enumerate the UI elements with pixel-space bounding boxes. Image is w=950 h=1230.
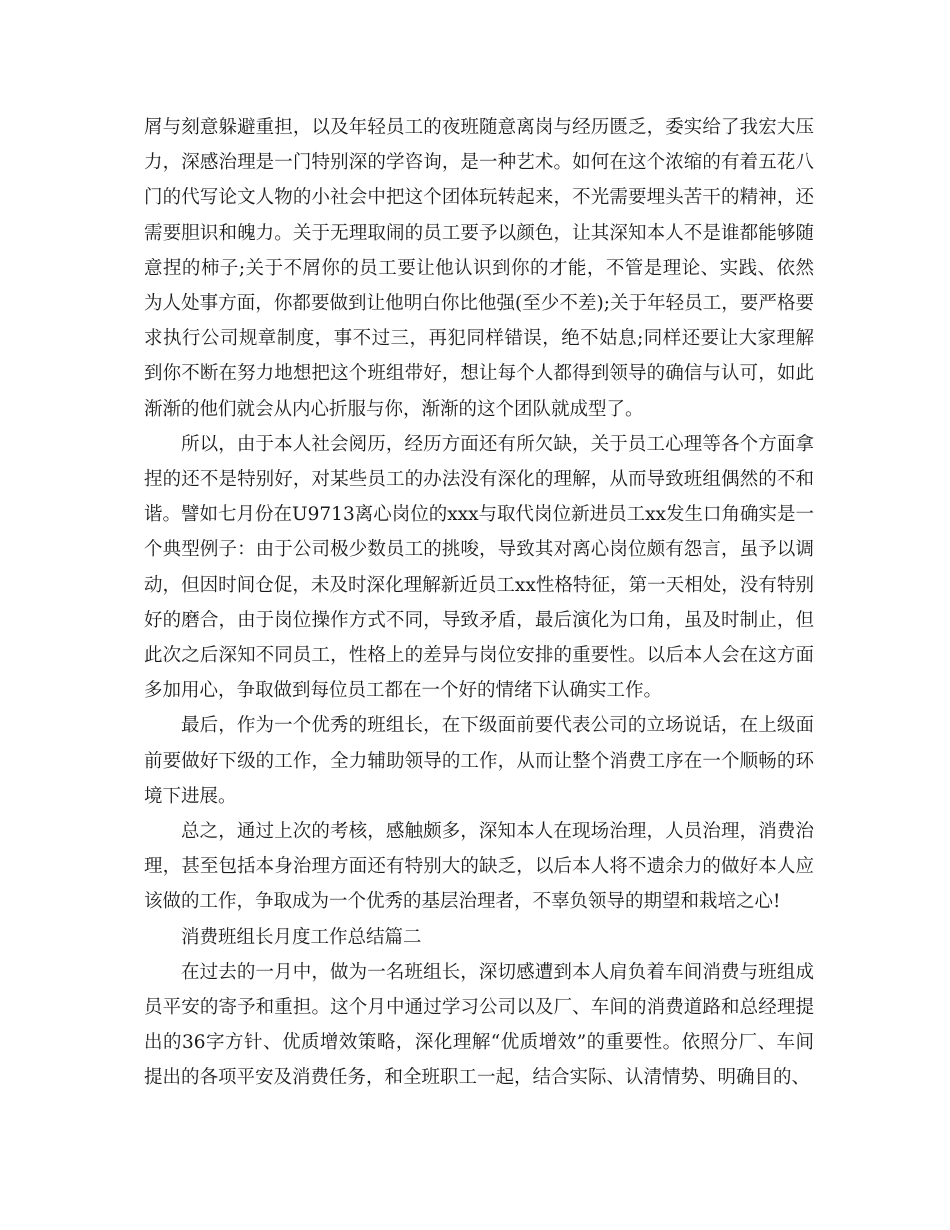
- paragraph-conclusion: 总之，通过上次的考核，感触颇多，深知本人在现场治理，人员治理，消费治理，甚至包括本身治理方面还有特别大的缺乏，以后本人将不遗余力的做好本人应该做的工作，争取成为一个优秀的基层治理者，不辜负领导的期望和栽培之心!: [144, 821, 814, 913]
- section-heading: 消费班组长月度工作总结篇二: [181, 926, 422, 948]
- paragraph-continuation: 屑与刻意躲避重担，以及年轻员工的夜班随意离岗与经历匮乏，委实给了我宏大压力，深感治理是一门特别深的学咨询，是一种艺术。如何在这个浓缩的有着五花八门的代写论文人物的小社会中把这个团体玩转起来，不光需要埋头苦干的精神，还需要胆识和魄力。关于无理取闹的员工要予以颜色，让其深知本人不是谁都能够随意捏的柿子;关于不屑你的员工要让他认识到你的才能，不管是理论、实践、依然为人处事方面，你都要做到让他明白你比他强(至少不差);关于年轻员工，要严格要求执行公司规章制度，事不过三，再犯同样错误，绝不姑息;同样还要让大家理解到你不断在努力地想把这个班组带好，想让每个人都得到领导的确信与认可，如此渐渐的他们就会从内心折服与你，渐渐的这个团队就成型了。: [144, 117, 814, 420]
- paragraph-shortcomings: 所以，由于本人社会阅历，经历方面还有所欠缺，关于员工心理等各个方面拿捏的还不是特别好，对某些员工的办法没有深化的理解，从而导致班组偶然的不和谐。譬如七月份在U9713离心岗位的xxx与取代岗位新进员工xx发生口角确实是一个典型例子：由于公司极少数员工的挑唆，导致其对离心岗位颇有怨言，虽予以调动，但因时间仓促，未及时深化理解新近员工xx性格特征，第一天相处，没有特别好的磨合，由于岗位操作方式不同，导致矛盾，最后演化为口角，虽及时制止，但此次之后深知不同员工，性格上的差异与岗位安排的重要性。以后本人会在这方面多加用心，争取做到每位员工都在一个好的情绪下认确实工作。: [144, 433, 814, 702]
- document-body: [144, 110, 814, 1096]
- paragraph-section-two-intro: 在过去的一月中，做为一名班组长，深切感遭到本人肩负着车间消费与班组成员平安的寄予和重担。这个月中通过学习公司以及厂、车间的消费道路和总经理提出的36字方针、优质增效策略，深化理解“优质增效”的重要性。依照分厂、车间提出的各项平安及消费任务，和全班职工一起，结合实际、认清情势、明确目的、: [144, 961, 814, 1089]
- paragraph-finally: 最后，作为一个优秀的班组长，在下级面前要代表公司的立场说话，在上级面前要做好下级的工作，全力辅助领导的工作，从而让整个消费工序在一个顺畅的环境下进展。: [144, 715, 814, 807]
